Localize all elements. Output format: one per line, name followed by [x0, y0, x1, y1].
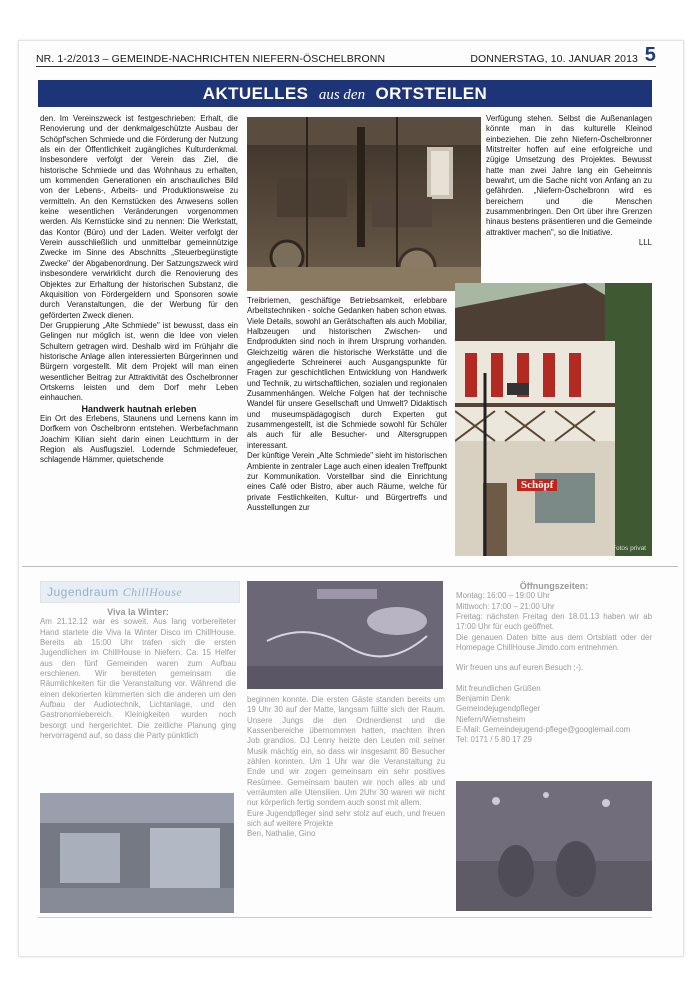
article-col2-p2: Der künftige Verein „Alte Schmiede" sieht im historischen Ambiente in zentraler Lage auch einen idealen Treffpunkt zur Kommunikation. Vorstellbar sind die Einrichtung eines Café oder Bistro, aber auch Räume, welche für private Festlichkeiten, Kultur- und Bürgertreffs und Ausstellungen zur	[247, 451, 447, 512]
hours-note: Die genauen Daten bitte aus dem Ortsblatt oder der Homepage ChillHouse.Jimdo.com entnehmen.	[456, 632, 652, 653]
lower-col1-text: Am 21.12.12 war es soweit. Aus lang vorbereiteter Hand startete die Viva la Winter Disco im ChillHouse. Bereits ab 15:00 Uhr trafen sich die ersten Jugendlichen im ChillHouse in Niefern. Ca. 15 Helfer aus den fünf Gemeinden waren zum Aufbau erschienen. Wir bereiteten gemeinsam die Räumlichkeiten für die Veranstaltung vor. Während die einen dekorierten kümmerten sich die anderen um den Aufbau der Audiotechnik, Lichtanlage, und den Gastronomiebereich. Kleinigkeiten wurden noch besorgt und hergerichtet. Die zeitliche Planung ging hervorragend auf, so dass die Party pünktlich	[40, 617, 236, 741]
section-divider	[22, 566, 678, 567]
party-photo-3	[456, 781, 652, 911]
building-photo	[455, 283, 652, 556]
lower-heading: Viva la Winter:	[107, 607, 169, 617]
article-col1-p2: Der Gruppierung „Alte Schmiede" ist bewusst, dass ein Gelingen nur möglich ist, wenn die Idee von vielen Schultern getragen wird. Deshalb wird im Frühjahr die historische Anlage allen interessierten Bürgerinnen und Bürgern vorgestellt. Mit dem Projekt will man einen wesentlicher Beitrag zur Attraktivität des Öschelbronner Ortskerns leisten und dem Dorf mehr Leben einhauchen.	[40, 320, 238, 403]
hours-friday: Freitag: nächsten Freitag den 18.01.13 haben wir ab 17:00 Uhr für euch geöffnet.	[456, 612, 652, 632]
chillhouse-logo	[40, 581, 240, 603]
hours-wednesday: Mittwoch: 17:00 – 21:00 Uhr	[456, 601, 555, 611]
article-signature: LLL	[638, 238, 652, 248]
closing-line: Wir freuen uns auf euren Besuch ;-).	[456, 663, 584, 673]
article-col3	[486, 114, 652, 248]
contact-name: Benjamin Denk	[456, 694, 510, 704]
bottom-divider	[38, 917, 652, 918]
article-col1	[40, 114, 238, 466]
greeting: Mit freundlichen Grüßen	[456, 683, 541, 693]
header-date: DONNERSTAG, 10. JANUAR 2013	[470, 53, 638, 65]
article-col1-p3: Ein Ort des Erlebens, Staunens und Lernens kann im Dorfkern von Öschelbronn entstehen. Werbefachmann Joachim Kilian sieht darin einen Leuchtturm in der Region als Ausflugsziel. Lodernde Schmiedefeuer, schlagende Hämmer, quietschende	[40, 413, 238, 465]
lower-col2-text: beginnen konnte. Die ersten Gäste standen bereits um 19 Uhr 30 auf der Matte, langsam füllte sich der Raum. Unsere Jungs die den Ordnerdienst und die Kassenbereiche übernommen hatten, machten ihren Job grandios. DJ Lenny heizte den Leuten mit seiner Musik mächtig ein, so dass wir insgesamt 80 Besucher zählen konnten. Um 1 Uhr war die Veranstaltung zu Ende und wir zogen gemeinsam ein sehr positives Resümee. Gemeinsam bauten wir noch alles ab und verräumten alle Utensilien. Um 2Uhr 30 waren wir nicht nur körperlich fertig sondern auch sonst mit allem.	[247, 695, 445, 808]
lower-col2	[247, 695, 445, 840]
hours-monday: Montag: 16:00 – 19:00 Uhr	[456, 591, 550, 601]
article-col2	[247, 296, 447, 513]
banner-part3: ORTSTEILEN	[375, 84, 488, 103]
lower-col2-text-2: Eure Jugendpfleger sind sehr stolz auf euch, und freuen sich auf weitere Projekte	[247, 808, 445, 829]
lower-col1	[40, 607, 236, 741]
article-col2-p1: Treibriemen, geschäftige Betriebsamkeit, erlebbare Arbeitstechniken - solche Gedanken haben schon etwas. Viele Details, sowohl an Gerätschaften als auch Mobiliar, Halbzeugen und historischen Zwischen- und Endprodukten sind noch in ihrem Ursprung vorhanden. Gleichzeitig wären die historische Werkstätte und die angegliederte Schreinerei auch Ausgangspunkte für Fragen zur geschichtlichen Entwicklung von Handwerk und Technik, zu wirtschaftlichen, sozialen und regionalen Zusammenhängen. Welche Folgen hat der technische Wandel für unsere Gesellschaft und Umwelt? Didaktisch und museumspädagogisch durch Experten gut zusammengestellt, ist die Schmiede sowohl für Schüler als auch für alle Besucher- und Altersgruppen interessant.	[247, 296, 447, 450]
page-number: 5	[644, 44, 656, 66]
contact-place: Niefern/Wiernsheim	[456, 714, 526, 724]
header-left: NR. 1-2/2013 – GEMEINDE-NACHRICHTEN NIEFERN-ÖSCHELBRONN	[36, 53, 386, 65]
hours-heading: Öffnungszeiten:	[519, 581, 589, 591]
lower-col3	[456, 581, 652, 746]
banner-part2: aus den	[318, 87, 366, 103]
article-col1-p1: den. Im Vereinszweck ist festgeschrieben: Erhalt, die Renovierung und der denkmalgeschützte Ausbau der Schöpf'schen Schmiede und die Förderung der Nutzung als ein der Öffentlichkeit zugängliches Kulturdenkmal. Insbesondere verfolgt der Verein das Ziel, die historische Schmiede und das Wohnhaus zu erhalten, um kommenden Generationen ein anschauliches Bild von der Lebens-, Arbeits- und Produktionsweise zu vermitteln. An den Kernstücken des Anwesens sollen keine wesentlichen Veränderungen vorgenommen werden. Als Kernstücke sind zu nennen: Die Werkstatt, das Kontor (Büro) und der Laden. Weiter verfolgt der Verein ausschließlich und unmittelbar gemeinnützige Zwecke im Sinne des Abschnitts „Steuerbegünstigte Zwecke" der Abgabenordnung. Der Satzungszweck wird insbesondere verwirklicht durch die Renovierung des Objektes zur Erhaltung der historischen Substanz, die Akquisition von Fördergeldern und Sponsoren sowie durch Veranstaltungen, die der Werbung für den geförderten Zweck dienen.	[40, 114, 238, 320]
banner-part1: AKTUELLES	[202, 84, 309, 103]
lower-col2-names: Ben, Nathalie, Gino	[247, 829, 316, 839]
shop-sign: Schöpf	[517, 479, 557, 491]
workshop-photo	[247, 117, 481, 291]
logo-text-2: ChillHouse	[122, 585, 183, 599]
logo-text-1: Jugendraum	[47, 585, 119, 599]
page-header	[36, 46, 656, 67]
article-col3-p1: Verfügung stehen. Selbst die Außenanlagen könnte man in das kulturelle Kleinod einbeziehen. Die zehn Niefern-Öschelbronner Mitstreiter hoffen auf eine erfolgreiche und zügige Umsetzung des Projektes. Bewusst hatte man zwei Jahre lang ein Geheimnis bewahrt, um die Sache nicht von Anfang an zu gefährden. „Niefern-Öschelbronn wird es bereichern und die Menschen zusammenbringen. Den Ort über ihre Grenzen hinaus bestens präsentieren und die Gemeinde attraktiver machen", so die Initiative.	[486, 114, 652, 237]
contact-role: Gemeindejugendpfleger	[456, 704, 541, 714]
contact-phone: Tel: 0171 / 5 80 17 29	[456, 735, 532, 745]
article-subheading: Handwerk hautnah erleben	[81, 403, 197, 414]
party-photo-2	[247, 581, 443, 689]
contact-email: E-Mail: Gemeindejugend-pflege@googlemail.com	[456, 725, 631, 735]
party-photo-1	[40, 793, 234, 913]
section-banner	[38, 80, 652, 107]
photo-credit: Fotos privat	[612, 545, 646, 552]
